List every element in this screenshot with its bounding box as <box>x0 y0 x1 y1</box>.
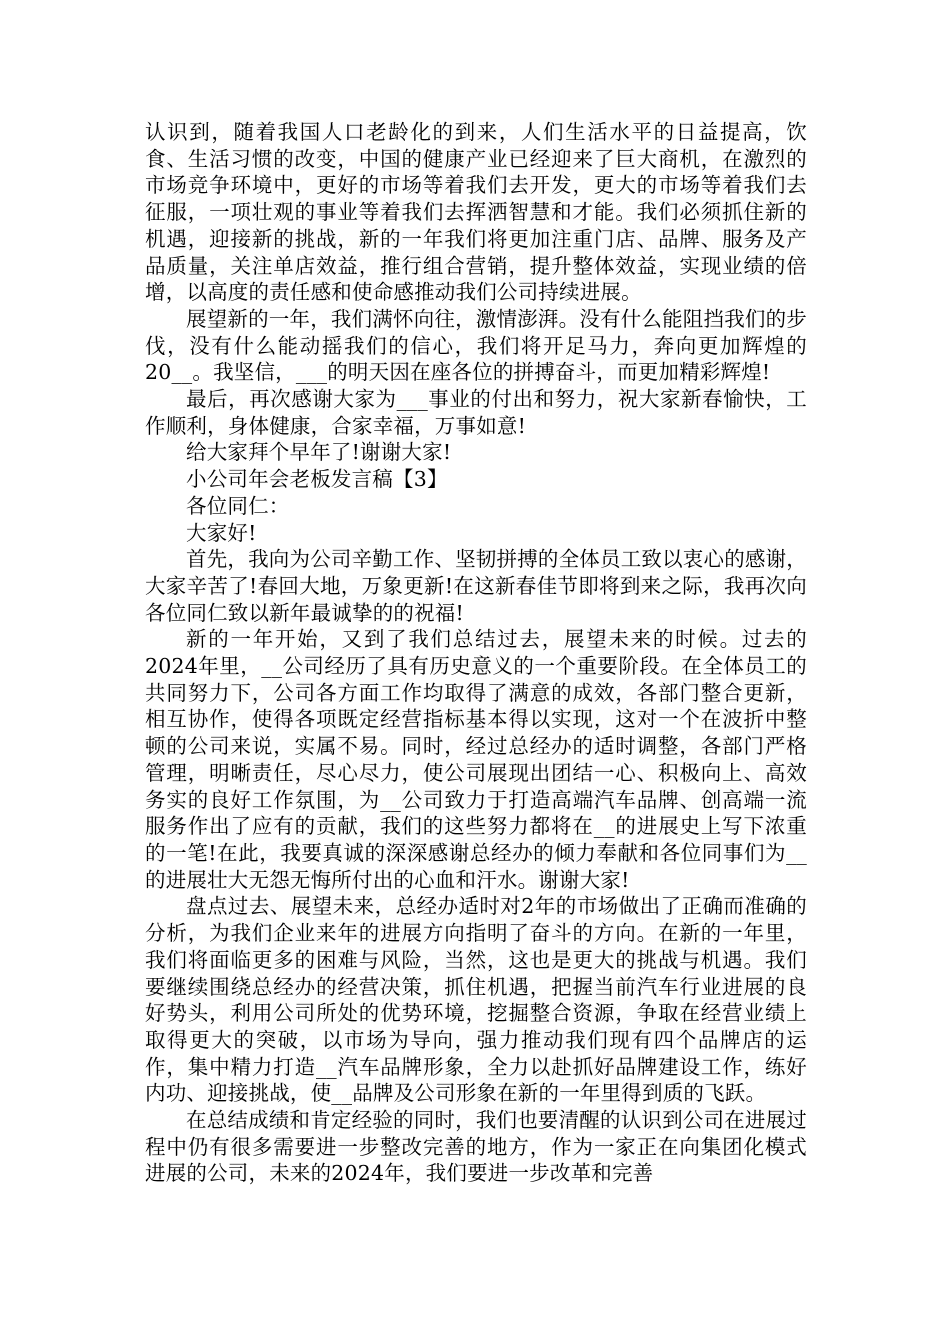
paragraph-greeting: 给大家拜个早年了!谢谢大家! <box>186 440 452 465</box>
document-page <box>145 119 807 1187</box>
paragraph-thanks: 最后，再次感谢大家为___事业的付出和努力，祝大家新春愉快，工作顺利，身体健康，合家幸福，万事如意! <box>145 387 807 438</box>
paragraph-improvement: 在总结成绩和肯定经验的同时，我们也要清醒的认识到公司在进展过程中仍有很多需要进一步整改完善的地方，作为一家正在向集团化模式进展的公司，未来的2024年，我们要进一步改革和完善 <box>145 1108 807 1186</box>
section-heading: 小公司年会老板发言稿【3】 <box>186 467 448 492</box>
paragraph-review: 新的一年开始，又到了我们总结过去，展望未来的时候。过去的2024年里，__公司经历了具有历史意义的一个重要阶段。在全体员工的共同努力下，公司各方面工作均取得了满意的成效，各部门整合更新，相互协作，使得各项既定经营指标基本得以实现，这对一个在波折中整顿的公司来说，实属不易。同时，经过总经办的适时调整，各部门严格管理，明晰责任，尽心尽力，使公司展现出团结一心、积极向上、高效务实的良好工作氛围，为__公司致力于打造高端汽车品牌、创高端一流服务作出了应有的贡献，我们的这些努力都将在__的进展史上写下浓重的一笔!在此，我要真诚的深深感谢总经办的倾力奉献和各位同事们为__的进展壮大无怨无悔所付出的心血和汗水。谢谢大家! <box>145 627 807 892</box>
paragraph-plan: 盘点过去、展望未来，总经办适时对2年的市场做出了正确而准确的分析，为我们企业来年的进展方向指明了奋斗的方向。在新的一年里，我们将面临更多的困难与风险，当然，这也是更大的挑战与机遇。我们要继续围绕总经办的经营决策，抓住机遇，把握当前汽车行业进展的良好势头，利用公司所处的优势环境，挖掘整合资源，争取在经营业绩上取得更大的突破，以市场为导向，强力推动我们现有四个品牌店的运作，集中精力打造__汽车品牌形象，全力以赴抓好品牌建设工作，练好内功、迎接挑战，使__品牌及公司形象在新的一年里得到质的飞跃。 <box>145 894 807 1106</box>
paragraph-opening: 首先，我向为公司辛勤工作、坚韧拼搏的全体员工致以衷心的感谢，大家辛苦了!春回大地，万象更新!在这新春佳节即将到来之际，我再次向各位同仁致以新年最诚挚的的祝福! <box>145 547 807 625</box>
hello-line: 大家好! <box>186 520 257 545</box>
paragraph-outlook: 展望新的一年，我们满怀向往，激情澎湃。没有什么能阻挡我们的步伐，没有什么能动摇我们的信心，我们将开足马力，奔向更加辉煌的20__。我坚信，___的明天因在座各位的拼搏奋斗，而更加精彩辉煌! <box>145 306 807 385</box>
salutation: 各位同仁： <box>186 493 290 518</box>
paragraph-continuation: 认识到，随着我国人口老龄化的到来，人们生活水平的日益提高，饮食、生活习惯的改变，中国的健康产业已经迎来了巨大商机，在激烈的市场竞争环境中，更好的市场等着我们去开发，更大的市场等着我们去征服，一项壮观的事业等着我们去挥洒智慧和才能。我们必须抓住新的机遇，迎接新的挑战，新的一年我们将更加注重门店、品牌、服务及产品质量，关注单店效益，推行组合营销，提升整体效益，实现业绩的倍增，以高度的责任感和使命感推动我们公司持续进展。 <box>145 120 807 305</box>
